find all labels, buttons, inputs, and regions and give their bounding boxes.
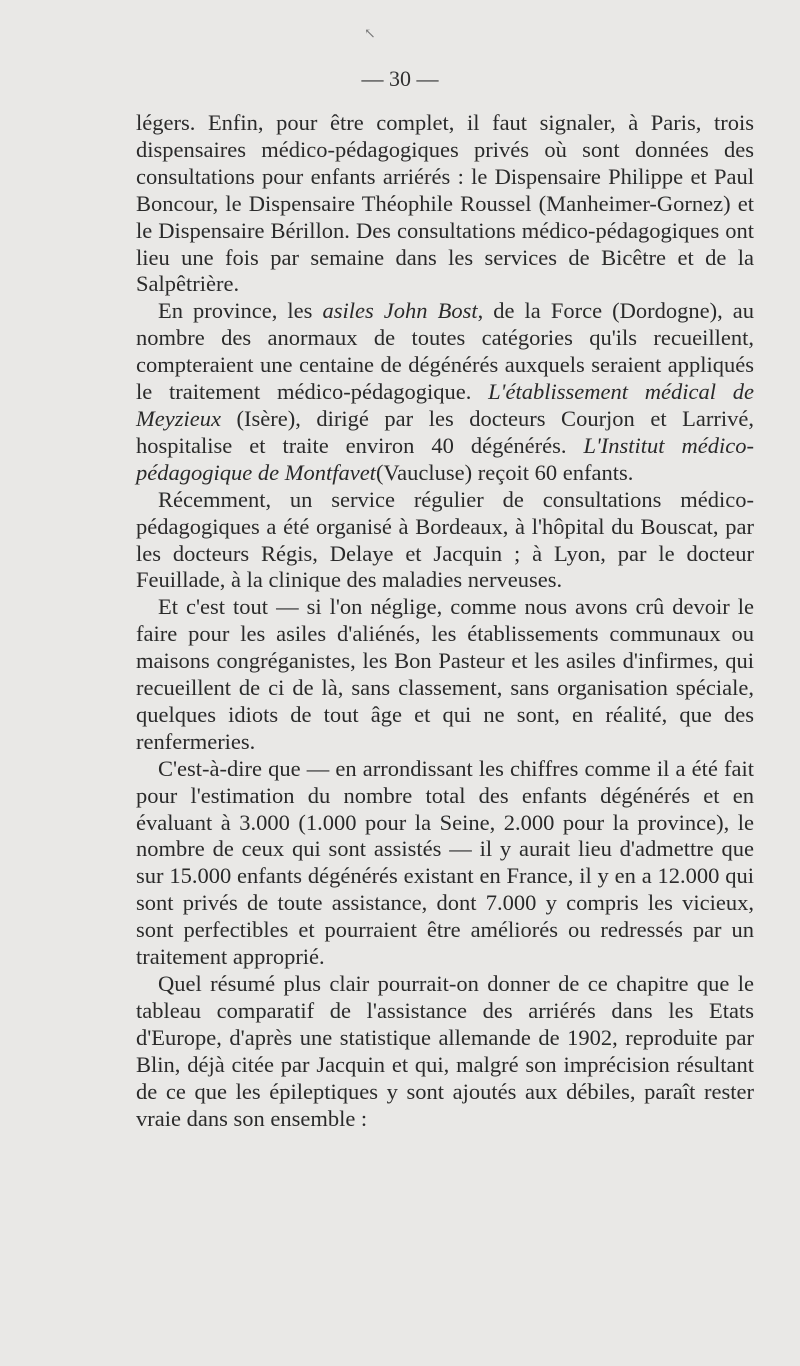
paragraph-6 <box>136 971 754 1132</box>
paragraph-1 <box>136 110 754 298</box>
paragraph-text: légers. Enfin, pour être complet, il faut signaler, à Paris, trois dispensaires médico-pédagogiques privés où sont données des consultations pour enfants arriérés : le Dispensaire Philippe et Paul Boncour, le Dispensaire Théophile Roussel (Manheimer-Gornez) et le Dispensaire Bérillon. Des consultations médico-pédagogiques ont lieu une fois par semaine dans les services de Bicêtre et de la Salpêtrière. <box>136 110 754 297</box>
paragraph-text: , de la Force (Dordogne), au nombre des anormaux de toutes catégories qu'ils recueillent, compteraient une centaine de dégénérés auxquels seraient appliqués le traitement médico-pédagogique. <box>136 298 754 405</box>
paragraph-text: (Isère), dirigé par les docteurs Courjon et Larrivé, hospitalise et traite environ 40 dégénérés. <box>136 405 754 458</box>
body-text <box>136 110 754 1132</box>
paragraph-3 <box>136 487 754 595</box>
paragraph-text: (Vaucluse) reçoit 60 enfants. <box>375 459 634 485</box>
paragraph-5 <box>136 756 754 971</box>
paragraph-text: Quel résumé plus clair pourrait-on donner de ce chapitre que le tableau comparatif de l'assistance des arriérés dans les Etats d'Europe, d'après une statistique allemande de 1902, reproduite par Blin, déjà citée par Jacquin et qui, malgré son imprécision résultant de ce que les épileptiques y sont ajoutés aux débiles, paraît rester vraie dans son ensemble : <box>136 971 754 1131</box>
paragraph-text: C'est-à-dire que — en arrondissant les chiffres comme il a été fait pour l'estimation du nombre total des enfants dégénérés et en évaluant à 3.000 (1.000 pour la Seine, 2.000 pour la province), le nombre de ceux qui sont assistés — il y aurait lieu d'admettre que sur 15.000 enfants dégénérés existant en France, il y en a 12.000 qui sont privés de toute assistance, dont 7.000 y compris les vicieux, sont perfectibles et pourraient être améliorés ou redressés par un traitement approprié. <box>136 755 754 970</box>
page-number: — 30 — <box>361 66 439 91</box>
paragraph-text: Récemment, un service régulier de consultations médico-pédagogiques a été organisé à Bordeaux, à l'hôpital du Bouscat, par les docteurs Régis, Delaye et Jacquin ; à Lyon, par le docteur Feuillade, à la clinique des maladies nerveuses. <box>136 486 754 593</box>
paragraph-2 <box>136 298 754 486</box>
paragraph-text: Et c'est tout — si l'on néglige, comme nous avons crû devoir le faire pour les asiles d'aliénés, les établissements communaux ou maisons congréganistes, les Bon Pasteur et les asiles d'infirmes, qui recueillent de ci de là, sans classement, sans organisation spéciale, quelques idiots de tout âge et qui ne sont, en réalité, que des renfermeries. <box>136 594 754 754</box>
paragraph-text: En province, les <box>158 298 323 324</box>
italic-institution-name: L'établissement médical de Meyzieux <box>136 379 754 431</box>
scan-mark: ↖ <box>364 27 376 42</box>
paragraph-4 <box>136 594 754 755</box>
italic-institution-name: asiles John Bost <box>322 298 478 324</box>
italic-institution-name: L'Institut médico-pédagogique de Montfavet <box>136 432 755 485</box>
